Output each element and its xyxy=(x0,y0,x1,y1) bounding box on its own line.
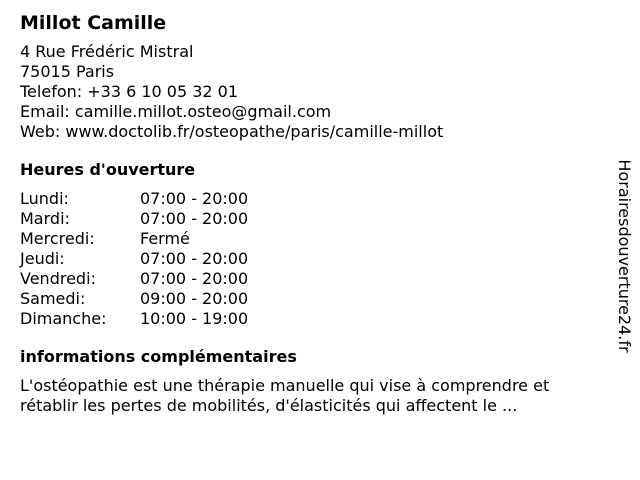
hours-row-thursday xyxy=(20,249,600,269)
hours-day: Samedi: xyxy=(20,289,86,308)
email-line[interactable]: Email: camille.millot.osteo@gmail.com xyxy=(20,102,332,121)
business-card xyxy=(20,10,600,416)
hours-table xyxy=(20,189,600,329)
address-street: 4 Rue Frédéric Mistral xyxy=(20,42,194,61)
phone-line[interactable]: Telefon: +33 6 10 05 32 01 xyxy=(20,82,239,101)
hours-day: Mardi: xyxy=(20,209,70,228)
hours-time: Fermé xyxy=(140,229,190,248)
hours-row-wednesday xyxy=(20,229,600,249)
hours-time: 07:00 - 20:00 xyxy=(140,189,249,208)
hours-row-friday xyxy=(20,269,600,289)
side-brand-text: Horairesdouverture24.fr xyxy=(615,159,634,353)
hours-day: Dimanche: xyxy=(20,309,107,328)
hours-time: 10:00 - 19:00 xyxy=(140,309,249,328)
hours-day: Jeudi: xyxy=(20,249,65,268)
info-description: L'ostéopathie est une thérapie manuelle qui vise à comprendre et rétablir les pertes de mobilités, d'élasticités qui affectent le ... xyxy=(20,376,550,415)
hours-row-saturday xyxy=(20,289,600,309)
hours-day: Vendredi: xyxy=(20,269,96,288)
business-name: Millot Camille xyxy=(20,12,167,34)
hours-time: 07:00 - 20:00 xyxy=(140,269,249,288)
hours-row-monday xyxy=(20,189,600,209)
hours-time: 07:00 - 20:00 xyxy=(140,209,249,228)
hours-time: 07:00 - 20:00 xyxy=(140,249,249,268)
hours-day: Mercredi: xyxy=(20,229,95,248)
hours-row-tuesday xyxy=(20,209,600,229)
web-line[interactable]: Web: www.doctolib.fr/osteopathe/paris/camille-millot xyxy=(20,122,444,141)
info-title: informations complémentaires xyxy=(20,347,297,366)
hours-day: Lundi: xyxy=(20,189,69,208)
hours-row-sunday xyxy=(20,309,600,329)
address-city: 75015 Paris xyxy=(20,62,115,81)
hours-title: Heures d'ouverture xyxy=(20,160,196,179)
hours-time: 09:00 - 20:00 xyxy=(140,289,249,308)
